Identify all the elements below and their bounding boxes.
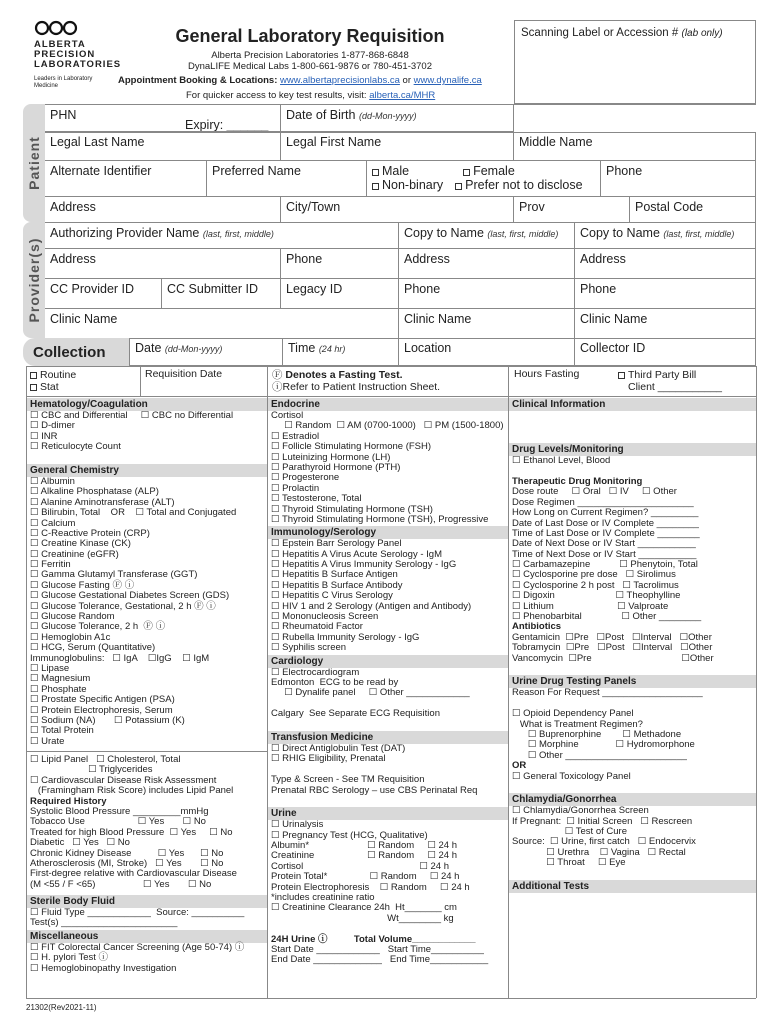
subheading: Therapeutic Drug Monitoring — [512, 475, 643, 487]
test-option — [512, 664, 753, 674]
test-option[interactable]: ☐ Urethra ☐ Vagina ☐ Rectal — [512, 846, 686, 858]
test-option[interactable]: ☐ Rheumatoid Factor — [271, 621, 363, 633]
preferred-name-field[interactable]: Preferred Name — [207, 161, 367, 197]
cc-submitter-id-field[interactable]: CC Submitter ID — [162, 279, 281, 309]
test-option[interactable]: ☐ Hepatitis A Virus Acute Serology - IgM — [271, 548, 442, 560]
test-option[interactable]: Creatinine ☐ Random ☐ 24 h — [271, 850, 457, 862]
test-option: *includes creatinine ratio — [271, 892, 375, 904]
test-option[interactable]: ☐ Lipid Panel ☐ Cholesterol, Total — [30, 754, 181, 765]
test-option[interactable]: ☐ Glucose Tolerance, Gestational, 2 h Ⓕ ⓘ — [30, 600, 216, 612]
test-option: Calgary See Separate ECG Requisition — [271, 708, 440, 720]
cc-provider-id-field[interactable]: CC Provider ID — [45, 279, 162, 309]
hours-fasting-field[interactable]: Hours Fasting — [514, 368, 580, 380]
patient-address-field[interactable]: Address — [45, 197, 281, 223]
test-option[interactable]: ☐ Prolactin — [271, 482, 320, 494]
test-option[interactable]: ☐ Syphilis screen — [271, 642, 347, 654]
test-option[interactable]: Tobramycin ☐Pre ☐Post ☐Interval ☐Other — [512, 642, 713, 654]
test-option[interactable]: ☐ Pregnancy Test (HCG, Qualitative) — [271, 829, 428, 841]
test-option[interactable]: Chronic Kidney Disease ☐ Yes ☐ No — [30, 847, 224, 859]
test-option[interactable]: ☐ Testosterone, Total — [271, 493, 362, 505]
test-option[interactable]: ☐ Hemoglobin A1c — [30, 631, 111, 643]
test-option[interactable]: ☐ Creatine Kinase (CK) — [30, 538, 131, 550]
test-option[interactable]: ☐ Luteinizing Hormone (LH) — [271, 451, 391, 463]
test-option[interactable]: ☐ Chlamydia/Gonorrhea Screen — [512, 805, 649, 817]
prefer-not-checkbox[interactable] — [455, 183, 462, 190]
test-option[interactable]: ☐ Thyroid Stimulating Hormone (TSH), Progressive — [271, 513, 489, 525]
routine-checkbox[interactable] — [30, 372, 37, 379]
collector-id-field[interactable]: Collector ID — [575, 338, 756, 366]
fasting-legend: Ⓕ Denotes a Fasting Test. ⓘRefer to Patient Instruction Sheet. — [272, 369, 441, 393]
test-option[interactable]: ☐ CBC and Differential ☐ CBC no Differential — [30, 410, 234, 421]
test-option[interactable]: ☐ Protein Electrophoresis, Serum — [30, 704, 173, 716]
test-option[interactable]: If Pregnant: ☐ Initial Screen ☐ Rescreen — [512, 815, 693, 827]
test-option[interactable]: ☐ Reticulocyte Count — [30, 441, 121, 453]
patient-section-tab: Patient — [23, 104, 45, 222]
subheading: Required History — [30, 795, 107, 807]
subheading: Antibiotics — [512, 621, 562, 633]
booking-line: Appointment Booking & Locations: www.albertaprecisionlabs.ca or www.dynalife.ca — [118, 75, 482, 86]
copy2-phone-field[interactable]: Phone — [575, 279, 756, 309]
section-heading: General Chemistry — [27, 464, 267, 477]
section-heading: Endocrine — [268, 398, 508, 411]
test-option — [271, 796, 505, 806]
test-option[interactable]: ☐ Ferritin — [30, 559, 71, 571]
patient-phone-field[interactable]: Phone — [601, 161, 756, 197]
test-option[interactable]: ☐ Glucose Fasting Ⓕ ⓘ — [30, 579, 135, 591]
test-option[interactable]: ☐ Progesterone — [271, 472, 340, 484]
copy-to-name-2-field[interactable]: Copy to Name (last, first, middle) — [575, 223, 756, 249]
test-option[interactable]: ☐ Carbamazepine ☐ Phenytoin, Total — [512, 559, 698, 571]
test-option[interactable]: ☐ Throat ☐ Eye — [512, 857, 626, 869]
test-option[interactable]: ☐ Albumin — [30, 475, 75, 487]
female-checkbox[interactable] — [463, 169, 470, 176]
results-line: For quicker access to key test results, visit: alberta.ca/MHR — [186, 90, 436, 101]
copy2-address-field[interactable]: Address — [575, 249, 756, 279]
test-option[interactable]: ☐ Bilirubin, Total OR ☐ Total and Conjugated — [30, 507, 237, 519]
test-option[interactable]: ☐ Creatinine (eGFR) — [30, 548, 119, 560]
section-heading: Miscellaneous — [27, 930, 267, 943]
provider-address-field[interactable]: Address — [45, 249, 281, 279]
test-option[interactable]: ☐ Alanine Aminotransferase (ALT) — [30, 496, 175, 508]
test-option[interactable]: ☐ Creatinine Clearance 24h Ht_______ cm — [271, 902, 457, 914]
test-option: Reason For Request ___________________ — [512, 687, 703, 699]
test-option[interactable]: ☐ Fluid Type ____________ Source: __________ — [30, 907, 245, 918]
test-option[interactable]: (M <55 / F <65) ☐ Yes ☐ No — [30, 878, 212, 890]
collection-time-field[interactable]: Time (24 hr) — [283, 338, 399, 366]
copy1-clinic-field[interactable]: Clinic Name — [399, 309, 575, 339]
section-heading: Chlamydia/Gonorrhea — [509, 793, 756, 806]
test-option[interactable]: ☐ Glucose Gestational Diabetes Screen (GDS) — [30, 590, 230, 602]
test-option[interactable]: ☐ Estradiol — [271, 430, 320, 442]
section-heading: Urine Drug Testing Panels — [509, 675, 756, 688]
test-option[interactable]: Tobacco Use ☐ Yes ☐ No — [30, 816, 206, 828]
column-2-tests — [271, 397, 505, 966]
section-heading: Drug Levels/Monitoring — [509, 443, 756, 456]
section-heading: Immunology/Serology — [268, 526, 508, 539]
test-option[interactable]: ☐ RHIG Eligibility, Prenatal — [271, 753, 386, 765]
section-heading: Sterile Body Fluid — [27, 895, 267, 908]
test-option[interactable]: ☐ Total Protein — [30, 725, 94, 737]
test-option: Edmonton ECG to be read by — [271, 676, 399, 688]
mhr-link[interactable]: alberta.ca/MHR — [369, 90, 436, 101]
subheading: OR — [512, 760, 527, 772]
test-option: How Long on Current Regimen? _________ — [512, 507, 699, 519]
legal-first-name-field[interactable]: Legal First Name — [281, 132, 514, 161]
test-option: Cortisol — [271, 410, 304, 421]
alternate-id-field[interactable]: Alternate Identifier — [45, 161, 207, 197]
test-option — [512, 869, 753, 879]
test-option[interactable]: ☐ HCG, Serum (Quantitative) — [30, 642, 156, 654]
test-option: Date of Next Dose or IV Start ___________ — [512, 538, 696, 550]
test-option: What is Treatment Regimen? — [512, 718, 643, 730]
test-option: First-degree relative with Cardiovascular Disease — [30, 868, 237, 880]
test-option: Dose Regimen ______________________ — [512, 496, 694, 508]
test-option[interactable]: ☐ C-Reactive Protein (CRP) — [30, 527, 150, 539]
test-option[interactable]: ☐ General Toxicology Panel — [512, 770, 631, 782]
patient-grid — [45, 104, 756, 214]
test-option: Type & Screen - See TM Requisition — [271, 774, 425, 786]
section-heading: Clinical Information — [509, 398, 756, 411]
test-option[interactable]: ☐ Phosphate — [30, 683, 87, 695]
copy1-phone-field[interactable]: Phone — [399, 279, 575, 309]
test-option[interactable]: ☐ Rubella Immunity Serology - IgG — [271, 631, 420, 643]
test-option: (Framingham Risk Score) includes Lipid Panel — [30, 785, 234, 797]
copy-to-name-1-field[interactable]: Copy to Name (last, first, middle) — [399, 223, 575, 249]
test-option[interactable]: ☐ H. pylori Test ⓘ — [30, 952, 109, 964]
org-tagline: Leaders in Laboratory Medicine — [34, 76, 93, 89]
form-title: General Laboratory Requisition — [175, 26, 445, 46]
test-option[interactable]: ☐ Electrocardiogram — [271, 666, 360, 678]
prov-field[interactable]: Prov — [514, 197, 630, 223]
test-option[interactable]: ☐ Lipase — [30, 662, 70, 674]
non-binary-checkbox[interactable] — [372, 183, 379, 190]
postal-code-field[interactable]: Postal Code — [630, 197, 756, 223]
test-option[interactable]: ☐ Mononucleosis Screen — [271, 611, 379, 623]
test-option: Wt________ kg — [271, 912, 454, 924]
test-option[interactable]: ☐ Glucose Random — [30, 611, 115, 623]
copy1-address-field[interactable]: Address — [399, 249, 575, 279]
test-option[interactable]: Treated for high Blood Pressure ☐ Yes ☐ No — [30, 826, 233, 838]
test-option[interactable]: ☐ HIV 1 and 2 Serology (Antigen and Antibody) — [271, 600, 472, 612]
column-3-tests — [512, 397, 753, 893]
provider-section-tab: Provider(s) — [23, 222, 45, 338]
test-option[interactable]: ☐ FIT Colorectal Cancer Screening (Age 50-74) ⓘ — [30, 941, 245, 953]
test-option[interactable]: ☐ Urate — [30, 735, 65, 747]
dob-field[interactable]: Date of Birth (dd-Mon-yyyy) — [281, 105, 514, 132]
section-heading: Hematology/Coagulation — [27, 398, 267, 411]
test-option — [30, 453, 264, 463]
legal-last-name-field[interactable]: Legal Last Name — [45, 132, 281, 161]
test-option: Date of Last Dose or IV Complete ________ — [512, 517, 699, 529]
test-option[interactable]: ☐ Triglycerides — [30, 764, 153, 776]
test-option[interactable]: ☐ Dynalife panel ☐ Other ____________ — [271, 687, 470, 699]
priority-options[interactable]: Routine Stat — [30, 369, 76, 393]
test-option: Start Date ____________ Start Time__________ — [271, 943, 484, 955]
test-option[interactable]: ☐ Calcium — [30, 517, 76, 529]
test-option[interactable]: ☐ Cardiovascular Disease Risk Assessment — [30, 774, 217, 786]
test-option[interactable]: ☐ Hepatitis A Virus Immunity Serology - IgG — [271, 559, 457, 571]
test-option[interactable]: Atherosclerosis (MI, Stroke) ☐ Yes ☐ No — [30, 857, 224, 869]
column-1-misc — [30, 894, 264, 974]
test-option: End Date _____________ End Time___________ — [271, 954, 489, 966]
test-option[interactable]: Gentamicin ☐Pre ☐Post ☐Interval ☐Other — [512, 631, 712, 643]
collection-date-field[interactable]: Date (dd-Mon-yyyy) — [129, 338, 283, 366]
dynalife-phone: DynaLIFE Medical Labs 1-800-661-9876 or 780-451-3702 — [188, 61, 432, 72]
test-option[interactable]: ☐ Morphine ☐ Hydromorphone — [512, 739, 695, 751]
test-option — [512, 432, 753, 442]
test-option: Test(s) ______________________ — [30, 917, 178, 929]
test-option[interactable]: ☐ Other _______________________ — [512, 749, 687, 761]
test-option[interactable]: ☐ Alkaline Phosphatase (ALP) — [30, 486, 159, 498]
test-option[interactable]: ☐ Phenobarbital ☐ Other ________ — [512, 611, 702, 623]
form-revision: 21302(Rev2021-11) — [26, 1003, 97, 1012]
dynalife-link[interactable]: www.dynalife.ca — [413, 75, 482, 86]
test-option[interactable]: ☐ Cyclosporine 2 h post ☐ Tacrolimus — [512, 579, 679, 591]
test-option[interactable]: ☐ Test of Cure — [512, 826, 627, 838]
requisition-date-field[interactable]: Requisition Date — [145, 368, 223, 380]
test-option[interactable]: ☐ Prostate Specific Antigen (PSA) — [30, 694, 175, 706]
test-option[interactable]: ☐ Cyclosporine pre dose ☐ Sirolimus — [512, 569, 676, 581]
test-option[interactable]: ☐ Buprenorphine ☐ Methadone — [512, 728, 682, 740]
test-option[interactable]: Protein Electrophoresis ☐ Random ☐ 24 h — [271, 881, 470, 893]
city-field[interactable]: City/Town — [281, 197, 514, 223]
provider-grid — [45, 222, 756, 326]
test-option — [512, 411, 753, 421]
test-option[interactable]: ☐ INR — [30, 430, 58, 442]
test-option[interactable]: Immunoglobulins: ☐ IgA ☐IgG ☐ IgM — [30, 652, 210, 664]
cardio-risk-section — [30, 755, 264, 890]
clinic-name-field[interactable]: Clinic Name — [45, 309, 399, 339]
section-heading: Additional Tests — [509, 880, 756, 893]
stat-checkbox[interactable] — [30, 384, 37, 391]
collection-heading: Collection — [23, 338, 129, 366]
test-option[interactable]: ☐ Random ☐ AM (0700-1000) ☐ PM (1500-1800) — [271, 420, 504, 432]
test-option: Time of Last Dose or IV Complete ________ — [512, 527, 700, 539]
column-1-tests — [30, 397, 264, 747]
apl-logo-icon — [34, 20, 78, 36]
test-option[interactable]: Albumin* ☐ Random ☐ 24 h — [271, 840, 457, 852]
section-heading: Transfusion Medicine — [268, 731, 508, 744]
test-option[interactable]: ☐ D-dimer — [30, 420, 75, 432]
apl-link[interactable]: www.albertaprecisionlabs.ca — [280, 75, 400, 86]
scanning-label-box[interactable]: Scanning Label or Accession # (lab only) — [514, 20, 756, 104]
test-option[interactable]: ☐ Epstein Barr Serology Panel — [271, 538, 402, 550]
middle-name-field[interactable]: Middle Name — [514, 132, 756, 161]
test-option: Prenatal RBC Serology – use CBS Perinatal Req — [271, 784, 478, 796]
test-option[interactable]: ☐ Direct Antiglobulin Test (DAT) — [271, 742, 406, 754]
test-option[interactable]: ☐ Ethanol Level, Blood — [512, 455, 611, 467]
test-option[interactable]: ☐ Hepatitis C Virus Serology — [271, 590, 393, 602]
test-option[interactable]: ☐ Gamma Glutamyl Transferase (GGT) — [30, 569, 198, 581]
collection-location-field[interactable]: Location — [399, 338, 575, 366]
test-option[interactable]: Dose route ☐ Oral ☐ IV ☐ Other — [512, 486, 677, 498]
third-party-checkbox[interactable] — [618, 372, 625, 379]
test-option[interactable]: ☐ Lithium ☐ Valproate — [512, 600, 669, 612]
test-option[interactable]: ☐ Hepatitis B Surface Antibody — [271, 579, 403, 591]
test-option[interactable]: ☐ Urinalysis — [271, 819, 324, 831]
test-option[interactable]: Vancomycin ☐Pre ☐Other — [512, 652, 714, 664]
legacy-id-field[interactable]: Legacy ID — [281, 279, 399, 309]
test-option: Time of Next Dose or IV Start ___________ — [512, 548, 697, 560]
provider-phone-field[interactable]: Phone — [281, 249, 399, 279]
test-option: Systolic Blood Pressure _________mmHg — [30, 805, 209, 817]
subheading: 24H Urine ⓘ Total Volume____________ — [271, 933, 476, 945]
section-heading: Cardiology — [268, 655, 508, 668]
authorizing-provider-field[interactable]: Authorizing Provider Name (last, first, middle) — [45, 223, 399, 249]
test-option[interactable]: ☐ Glucose Tolerance, 2 h Ⓕ ⓘ — [30, 621, 166, 633]
test-option[interactable]: Source: ☐ Urine, first catch ☐ Endocervix — [512, 836, 696, 848]
org-name: ALBERTA PRECISION LABORATORIES — [34, 39, 122, 70]
copy2-clinic-field[interactable]: Clinic Name — [575, 309, 756, 339]
test-option — [512, 782, 753, 792]
section-heading: Urine — [268, 807, 508, 820]
test-option — [512, 421, 753, 431]
apl-phone: Alberta Precision Laboratories 1-877-868-6848 — [211, 50, 409, 61]
test-option[interactable]: ☐ Sodium (NA) ☐ Potassium (K) — [30, 714, 185, 726]
test-option[interactable]: ☐ Digoxin ☐ Theophylline — [512, 590, 681, 602]
test-option[interactable]: ☐ Magnesium — [30, 673, 91, 685]
test-option[interactable]: ☐ Thyroid Stimulating Hormone (TSH) — [271, 503, 433, 515]
test-option[interactable]: Diabetic ☐ Yes ☐ No — [30, 837, 130, 849]
test-option[interactable]: ☐ Parathyroid Hormone (PTH) — [271, 461, 401, 473]
phn-field[interactable]: PHN Expiry: ______ — [45, 105, 281, 132]
test-option[interactable]: Protein Total* ☐ Random ☐ 24 h — [271, 871, 460, 883]
test-option[interactable]: ☐ Follicle Stimulating Hormone (FSH) — [271, 441, 432, 453]
gender-options[interactable]: Male Female Non-binary Prefer not to disclose — [367, 161, 601, 197]
male-checkbox[interactable] — [372, 169, 379, 176]
test-option[interactable]: Cortisol ☐ 24 h — [271, 860, 449, 872]
test-option[interactable]: ☐ Hemoglobinopathy Investigation — [30, 962, 177, 974]
test-option — [271, 720, 505, 730]
third-party-bill[interactable]: Third Party Bill Client ___________ — [618, 369, 722, 393]
test-option[interactable]: ☐ Hepatitis B Surface Antigen — [271, 569, 398, 581]
test-option[interactable]: ☐ Opioid Dependency Panel — [512, 708, 634, 720]
